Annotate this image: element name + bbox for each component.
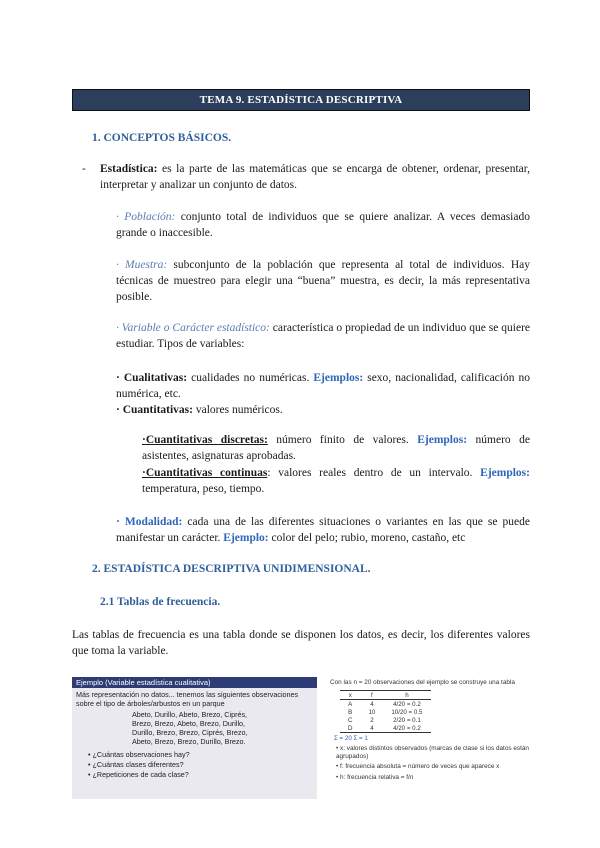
table-cell: B [348, 708, 353, 716]
slide-list-line: Brezo, Brezo, Abeto, Brezo, Durillo, [132, 719, 246, 728]
slide-header: Ejemplo (Variable estadística cualitativa) [72, 677, 317, 688]
text-estadistica: es la parte de las matemáticas que se encarga de obtener, ordenar, presentar, interpretar y analizar un conjunto de datos. [100, 163, 530, 191]
table-row [340, 708, 431, 716]
term-estadistica: Estadística: [100, 163, 158, 175]
frequency-table [340, 690, 431, 733]
paragraph-estadistica [82, 161, 530, 193]
ejemplo-label: Ejemplo: [223, 532, 269, 544]
text-cualitativas: cualidades no numéricas. [187, 372, 314, 384]
paragraph-muestra [116, 257, 530, 305]
term-cuantitativas: · Cuantitativas: [116, 404, 193, 416]
table-note: x: valores distintos observados (marcas de clase si los datos están agrupados) [336, 745, 529, 760]
text-poblacion: conjunto total de individuos que se quiere analizar. A veces demasiado grande o inaccesible. [116, 211, 530, 239]
table-note: f: frecuencia absoluta = número de veces que aparece x [340, 763, 500, 770]
ejemplos-label: Ejemplos: [417, 434, 468, 446]
ejemplos-cualitativas: sexo, nacionalidad, calificación no numérica, etc. [116, 372, 530, 400]
text-cuantitativas: valores numéricos. [193, 404, 283, 416]
table-cell: 10 [368, 708, 376, 716]
table-row [340, 700, 431, 709]
slide-question: ¿Repeticiones de cada clase? [92, 770, 189, 779]
table-cell: 4/20 = 0.2 [393, 724, 421, 732]
paragraph-cuantitativas [116, 402, 530, 418]
bullet-dash: - [82, 163, 86, 175]
slide-list-line: Durillo, Brezo, Brezo, Ciprés, Brezo, [132, 728, 248, 737]
slide-question: ¿Cuántas clases diferentes? [92, 760, 184, 769]
table-cell: 2 [370, 716, 374, 724]
table-caption: Con las n = 20 observaciones del ejemplo se construye una tabla [330, 679, 515, 686]
table-cell: 4 [370, 700, 374, 708]
ejemplo-modalidad: color del pelo; rubio, moreno, castaño, etc [268, 532, 466, 544]
paragraph-continuas [142, 465, 530, 497]
table-cell: 10/20 = 0.5 [391, 708, 423, 716]
paragraph-cualitativas [116, 370, 530, 402]
term-continuas: ·Cuantitativas continuas [142, 467, 268, 479]
ejemplos-label: Ejemplos: [480, 467, 530, 479]
ejemplos-label: Ejemplos: [313, 372, 364, 384]
table-cell: 4/20 = 0.2 [393, 700, 421, 708]
term-variable: · Variable o Carácter estadístico: [116, 322, 270, 334]
table-header: f [371, 691, 373, 699]
text-discretas: número finito de valores. [267, 434, 418, 446]
ejemplos-continuas: temperatura, peso, tiempo. [142, 483, 265, 495]
ejemplos-discretas: número de asistentes, asignaturas aprobadas. [142, 434, 531, 462]
example-slide-image: Ejemplo (Variable estadística cualitativa) Más representación no datos... tenemos las siguientes observaciones sobre el tipo de árboles/arbustos en un parque Abeto, Durillo, Abeto, Brezo, Ciprés, Brezo, Brezo, Abeto, Brezo, Durillo, Durillo, Brezo, Brezo, Ciprés, Brezo, Abeto, Brezo, Brezo, Durillo, Brezo. • ¿Cuántas observaciones hay? • ¿Cuántas clases diferentes? • ¿Repeticiones de cada clase? [72, 677, 317, 799]
text-variable: característica o propiedad de un individuo que se quiere estudiar. Tipos de variables: [116, 322, 531, 350]
table-cell: A [348, 700, 353, 708]
term-poblacion: · Población: [116, 211, 176, 223]
term-cualitativas: · Cualitativas: [116, 372, 188, 384]
section-heading-2: 2. ESTADÍSTICA DESCRIPTIVA UNIDIMENSIONAL. [92, 563, 371, 575]
paragraph-tablas: Las tablas de frecuencia es una tabla donde se disponen los datos, es decir, los diferentes valores que toma la variable. [72, 629, 530, 657]
slide-intro: Más representación no datos... tenemos las siguientes observaciones sobre el tipo de árboles/arbustos en un parque [76, 690, 299, 708]
table-row [340, 716, 431, 724]
slide-list-line: Abeto, Brezo, Brezo, Durillo, Brezo. [132, 737, 246, 746]
paragraph-modalidad [116, 514, 530, 546]
table-row [340, 724, 431, 733]
table-header: x [348, 691, 352, 699]
text-continuas: : valores reales dentro de un intervalo. [267, 467, 481, 479]
table-sum-formula: Σ = 20 Σ = 1 [334, 735, 368, 742]
paragraph-variable [116, 320, 530, 352]
subsection-heading-2-1: 2.1 Tablas de frecuencia. [100, 596, 221, 608]
frequency-table-image: Con las n = 20 observaciones del ejemplo se construye una tabla x f h A 4 4/20 = 0.2 B 10 10/20 = 0.5 C 2 2/20 = 0.1 D 4 4/20 = 0.2 Σ = 20 Σ = 1 • x: valores distintos observados (marcas de clase si los datos están agrupados) • f: frecuencia absoluta = número de veces que aparece x • h: frecuencia relativa = f/n [330, 679, 529, 781]
page-title: TEMA 9. ESTADÍSTICA DESCRIPTIVA [72, 89, 530, 111]
text-muestra: subconjunto de la población que representa al total de individuos. Hay técnicas de muestreo para elegir una “buena” muestra, es decir, la más representativa posible. [116, 259, 530, 303]
slide-question: ¿Cuántas observaciones hay? [92, 750, 190, 759]
slide-list-line: Abeto, Durillo, Abeto, Brezo, Ciprés, [132, 710, 248, 719]
paragraph-poblacion [116, 209, 530, 241]
term-discretas: ·Cuantitativas discretas: [142, 434, 268, 446]
text-modalidad: cada una de las diferentes situaciones o variantes en las que se puede manifestar un carácter. [116, 516, 530, 544]
paragraph-discretas [142, 432, 530, 464]
section-heading-1: 1. CONCEPTOS BÁSICOS. [92, 132, 232, 144]
table-cell: D [348, 724, 353, 732]
term-muestra: · Muestra: [116, 259, 168, 271]
table-cell: 2/20 = 0.1 [393, 716, 421, 724]
table-cell: 4 [370, 724, 374, 732]
term-modalidad: · Modalidad: [116, 516, 183, 528]
table-note: h: frecuencia relativa = f/n [340, 773, 414, 781]
table-header: h [405, 691, 409, 699]
table-cell: C [348, 716, 353, 724]
